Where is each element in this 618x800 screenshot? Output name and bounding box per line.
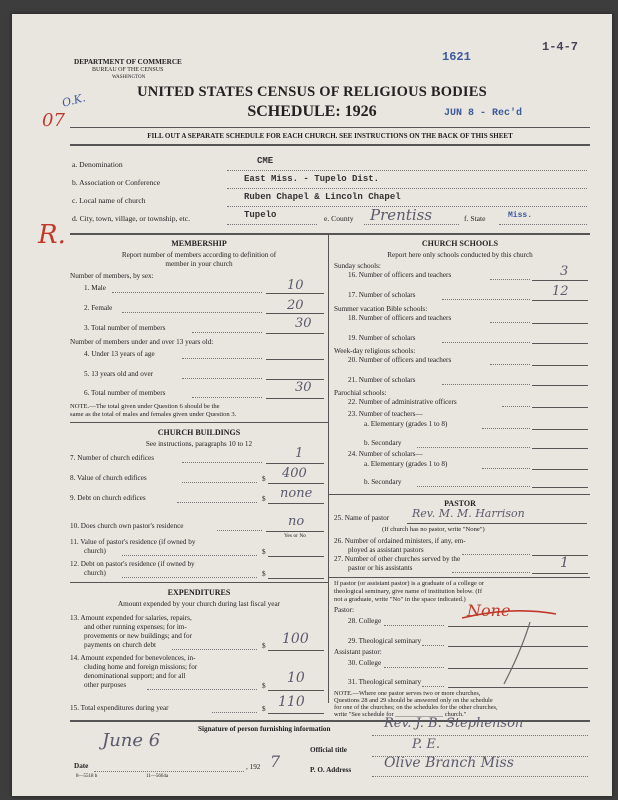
fill-line bbox=[499, 224, 587, 225]
answer-line bbox=[532, 343, 588, 344]
answer-line bbox=[266, 333, 324, 334]
q14-label-2: cluding home and foreign missions; for bbox=[84, 663, 198, 671]
divider bbox=[328, 494, 590, 495]
q25-value: Rev. M. M. Harrison bbox=[412, 507, 525, 520]
answer-line bbox=[532, 385, 588, 386]
q24-elementary-label: a. Elementary (grades 1 to 8) bbox=[364, 460, 448, 468]
answer-line bbox=[268, 578, 324, 579]
leader-dots bbox=[384, 625, 444, 626]
q11-label-2: church) bbox=[84, 547, 106, 555]
q23-elementary-label: a. Elementary (grades 1 to 8) bbox=[364, 420, 448, 428]
leader-dots bbox=[452, 572, 530, 573]
q25-note: (If church has no pastor, write "None") bbox=[382, 526, 485, 533]
q26-label-2: ployed as assistant pastors bbox=[348, 546, 424, 554]
leader-dots bbox=[147, 689, 257, 690]
local-name-label: c. Local name of church bbox=[72, 196, 146, 205]
divider bbox=[328, 577, 590, 578]
state-label: f. State bbox=[464, 214, 486, 223]
leader-dots bbox=[490, 322, 530, 323]
leader-dots bbox=[212, 712, 257, 713]
divider bbox=[70, 233, 590, 235]
city-label: WASHINGTON bbox=[112, 75, 146, 80]
answer-line bbox=[268, 713, 324, 714]
leader-dots bbox=[112, 292, 262, 293]
pastor-note-4: write "See schedule for _______________ church." bbox=[334, 711, 467, 718]
leader-dots bbox=[122, 555, 257, 556]
parochial-schools-label: Parochial schools: bbox=[334, 389, 387, 397]
answer-line bbox=[532, 573, 588, 574]
county-label: e. County bbox=[324, 214, 354, 223]
leader-dots bbox=[182, 358, 262, 359]
pastor-note-1: NOTE.—Where one pastor serves two or more churches, bbox=[334, 690, 481, 697]
answer-line bbox=[532, 487, 588, 488]
association-value: East Miss. - Tupelo Dist. bbox=[244, 174, 380, 184]
date-label: Date bbox=[74, 762, 89, 770]
corner-code: 1-4-7 bbox=[542, 40, 579, 54]
divider bbox=[70, 422, 328, 423]
form-title: UNITED STATES CENSUS OF RELIGIOUS BODIES bbox=[137, 84, 487, 100]
r-mark: R. bbox=[38, 220, 66, 250]
leader-dots bbox=[384, 667, 444, 668]
q17-label: 17. Number of scholars bbox=[348, 291, 416, 299]
q7-label: 7. Number of church edifices bbox=[70, 454, 155, 462]
denomination-label: a. Denomination bbox=[72, 160, 123, 169]
dollar-sign: $ bbox=[262, 495, 266, 503]
code-mark-07: 07 bbox=[42, 110, 65, 131]
ok-mark: O.K. bbox=[60, 91, 87, 110]
buildings-sub: See instructions, paragraphs 10 to 12 bbox=[145, 440, 253, 448]
q26-label-1: 26. Number of ordained ministers, if any, em- bbox=[334, 537, 466, 545]
local-name-value: Ruben Chapel & Lincoln Chapel bbox=[244, 192, 401, 202]
membership-note-2: same as the total of males and females given under Question 3. bbox=[70, 411, 237, 418]
date-line bbox=[94, 771, 244, 772]
leader-dots bbox=[177, 502, 257, 503]
q10-value: no bbox=[288, 514, 305, 529]
department-label: DEPARTMENT OF COMMERCE bbox=[74, 58, 182, 66]
answer-line bbox=[266, 531, 324, 532]
q14-label-3: denominational support; and for all bbox=[84, 672, 186, 680]
official-title-label: Official title bbox=[310, 746, 347, 754]
leader-dots bbox=[122, 312, 262, 313]
cancel-stroke bbox=[452, 604, 562, 694]
pastor-note-3: for one of the churches; on the schedules for the other churches, bbox=[334, 704, 498, 711]
pastor-heading: PASTOR bbox=[444, 499, 476, 508]
answer-line bbox=[268, 503, 324, 504]
q24-label: 24. Number of scholars— bbox=[348, 450, 423, 458]
answer-line bbox=[268, 690, 324, 691]
dollar-sign: $ bbox=[262, 570, 266, 578]
form-number-2: 11—5664a bbox=[146, 774, 169, 779]
pastor-education-label: Pastor: bbox=[334, 606, 354, 614]
age-heading: Number of members under and over 13 years old: bbox=[70, 338, 214, 346]
q20-label: 20. Number of officers and teachers bbox=[348, 356, 452, 364]
buildings-heading: CHURCH BUILDINGS bbox=[157, 428, 241, 437]
q31-label: 31. Theological seminary bbox=[348, 678, 422, 686]
answer-line bbox=[532, 407, 588, 408]
answer-line bbox=[407, 523, 587, 524]
association-label: b. Association or Conference bbox=[72, 178, 161, 187]
q1-label: 1. Male bbox=[84, 284, 106, 292]
q2-label: 2. Female bbox=[84, 304, 113, 312]
q12-label-2: church) bbox=[84, 569, 106, 577]
leader-dots bbox=[442, 299, 530, 300]
bureau-label: BUREAU OF THE CENSUS bbox=[92, 67, 164, 73]
expenditures-heading: EXPENDITURES bbox=[167, 588, 231, 597]
official-title-value: P. E. bbox=[412, 737, 440, 752]
leader-dots bbox=[192, 397, 262, 398]
q13-label-3: provements or new buildings; and for bbox=[84, 632, 192, 640]
leader-dots bbox=[490, 364, 530, 365]
summer-schools-label: Summer vacation Bible schools: bbox=[334, 305, 428, 313]
weekday-schools-label: Week-day religious schools: bbox=[334, 347, 416, 355]
q25-label: 25. Name of pastor bbox=[334, 514, 390, 522]
answer-line bbox=[532, 300, 588, 301]
dollar-sign: $ bbox=[262, 705, 266, 713]
q4-label: 4. Under 13 years of age bbox=[84, 350, 155, 358]
signature-line bbox=[372, 735, 588, 736]
q2-value: 20 bbox=[287, 298, 304, 313]
answer-line bbox=[268, 483, 324, 484]
q9-label: 9. Debt on church edifices bbox=[70, 494, 146, 502]
answer-line bbox=[532, 448, 588, 449]
leader-dots bbox=[182, 482, 257, 483]
answer-line bbox=[532, 323, 588, 324]
q29-label: 29. Theological seminary bbox=[348, 637, 422, 645]
q19-label: 19. Number of scholars bbox=[348, 334, 416, 342]
q14-label-4: other purposes bbox=[84, 681, 127, 689]
county-value: Prentiss bbox=[370, 206, 433, 224]
leader-dots bbox=[122, 577, 257, 578]
leader-dots bbox=[182, 462, 262, 463]
q15-value: 110 bbox=[278, 694, 305, 710]
q9-value: none bbox=[280, 486, 313, 501]
q16-label: 16. Number of officers and teachers bbox=[348, 271, 452, 279]
year-label: , 192 bbox=[246, 763, 261, 771]
date-value: June 6 bbox=[102, 730, 161, 751]
divider bbox=[70, 127, 590, 128]
answer-line bbox=[266, 463, 324, 464]
answer-line bbox=[532, 429, 588, 430]
yes-no-hint: Yes or No bbox=[284, 533, 307, 539]
membership-intro-2: member in your church bbox=[165, 260, 233, 268]
q13-label-2: and other running expenses; for im- bbox=[84, 623, 187, 631]
divider bbox=[70, 144, 590, 146]
q13-label-1: 13. Amount expended for salaries, repairs, bbox=[70, 614, 192, 622]
leader-dots bbox=[417, 447, 530, 448]
q6-value: 30 bbox=[295, 380, 312, 395]
answer-line bbox=[532, 280, 588, 281]
stamp-number: 1621 bbox=[442, 50, 471, 64]
q17-value: 12 bbox=[552, 284, 569, 299]
leader-dots bbox=[422, 686, 444, 687]
leader-dots bbox=[182, 378, 262, 379]
signature-label: Signature of person furnishing information bbox=[198, 725, 331, 733]
dollar-sign: $ bbox=[262, 548, 266, 556]
divider bbox=[70, 582, 328, 583]
q5-label: 5. 13 years old and over bbox=[84, 370, 154, 378]
fill-line bbox=[364, 224, 459, 225]
city-label: d. City, town, village, or township, etc. bbox=[72, 214, 191, 223]
signature-value: Rev. J. B. Stephenson bbox=[384, 716, 524, 731]
q15-label: 15. Total expenditures during year bbox=[70, 704, 169, 712]
answer-line bbox=[266, 293, 324, 294]
leader-dots bbox=[482, 428, 530, 429]
fill-line bbox=[227, 188, 587, 189]
column-divider bbox=[328, 233, 329, 703]
city-value: Tupelo bbox=[244, 210, 277, 220]
q12-label-1: 12. Debt on pastor's residence (if owned by bbox=[70, 560, 195, 568]
leader-dots bbox=[442, 342, 530, 343]
q13-label-4: payments on church debt bbox=[84, 641, 157, 649]
by-sex-label: Number of members, by sex: bbox=[70, 272, 154, 280]
q28-label: 28. College bbox=[348, 617, 382, 625]
q27-label-2: pastor or his assistants bbox=[348, 564, 413, 572]
graduate-note-3: not a graduate, write "No" in the space indicated.) bbox=[334, 596, 466, 603]
leader-dots bbox=[422, 645, 444, 646]
answer-line bbox=[266, 359, 324, 360]
q6-label: 6. Total number of members bbox=[84, 389, 166, 397]
q24-secondary-label: b. Secondary bbox=[364, 478, 402, 486]
denomination-value: CME bbox=[257, 156, 274, 166]
q22-label: 22. Number of administrative officers bbox=[348, 398, 457, 406]
answer-line bbox=[532, 365, 588, 366]
q23-label: 23. Number of teachers— bbox=[348, 410, 423, 418]
state-value: Miss. bbox=[508, 211, 533, 220]
dollar-sign: $ bbox=[262, 642, 266, 650]
membership-note-1: NOTE.—The total given under Question 6 should be the bbox=[70, 403, 220, 410]
leader-dots bbox=[417, 486, 530, 487]
schools-heading: CHURCH SCHOOLS bbox=[421, 239, 499, 248]
q13-value: 100 bbox=[282, 631, 309, 647]
leader-dots bbox=[490, 279, 530, 280]
address-line bbox=[372, 776, 588, 777]
fill-line bbox=[227, 170, 587, 171]
q14-value: 10 bbox=[287, 670, 305, 686]
graduate-note-1: If pastor (or assistant pastor) is a graduate of a college or bbox=[334, 580, 484, 587]
q3-label: 3. Total number of members bbox=[84, 324, 166, 332]
po-address-label: P. O. Address bbox=[310, 766, 352, 774]
q8-label: 8. Value of church edifices bbox=[70, 474, 147, 482]
q23-secondary-label: b. Secondary bbox=[364, 439, 402, 447]
q27-label-1: 27. Number of other churches served by the bbox=[334, 555, 461, 563]
received-stamp: JUN 8 - Rec'd bbox=[444, 108, 523, 119]
q11-label-1: 11. Value of pastor's residence (if owned by bbox=[70, 538, 196, 546]
pastor-note-2: Questions 28 and 29 should be answered only on the schedule bbox=[334, 697, 493, 704]
fill-line bbox=[227, 224, 317, 225]
q18-label: 18. Number of officers and teachers bbox=[348, 314, 452, 322]
census-schedule-page bbox=[12, 14, 612, 796]
schedule-title: SCHEDULE: 1926 bbox=[247, 103, 377, 120]
q28-value: None bbox=[467, 601, 511, 620]
q8-value: 400 bbox=[282, 466, 307, 481]
q14-label-1: 14. Amount expended for benevolences, in- bbox=[70, 654, 196, 662]
answer-line bbox=[532, 469, 588, 470]
assistant-pastor-label: Assistant pastor: bbox=[334, 648, 382, 656]
leader-dots bbox=[192, 332, 262, 333]
graduate-note-2: theological seminary, give name of institution below. (If bbox=[334, 588, 483, 595]
dollar-sign: $ bbox=[262, 475, 266, 483]
answer-line bbox=[266, 398, 324, 399]
answer-line bbox=[268, 556, 324, 557]
leader-dots bbox=[217, 530, 262, 531]
answer-line bbox=[268, 650, 324, 651]
po-address-value: Olive Branch Miss bbox=[384, 755, 514, 771]
q3-value: 30 bbox=[295, 316, 312, 331]
dollar-sign: $ bbox=[262, 682, 266, 690]
q7-value: 1 bbox=[295, 446, 304, 461]
q27-value: 1 bbox=[560, 555, 569, 571]
leader-dots bbox=[462, 554, 530, 555]
schools-sub: Report here only schools conducted by this church bbox=[387, 251, 533, 259]
membership-intro-1: Report number of members according to definition of bbox=[121, 251, 277, 259]
leader-dots bbox=[172, 649, 257, 650]
q10-label: 10. Does church own pastor's residence bbox=[70, 522, 184, 530]
instruction-line: FILL OUT A SEPARATE SCHEDULE FOR EACH CHURCH. SEE INSTRUCTIONS ON THE BACK OF THIS SHEET bbox=[147, 132, 513, 140]
leader-dots bbox=[502, 406, 530, 407]
form-number-1: 8—5518 b bbox=[76, 774, 98, 779]
answer-line bbox=[266, 313, 324, 314]
sunday-schools-label: Sunday schools: bbox=[334, 262, 381, 270]
q21-label: 21. Number of scholars bbox=[348, 376, 416, 384]
year-value: 7 bbox=[270, 752, 281, 771]
leader-dots bbox=[442, 384, 530, 385]
membership-heading: MEMBERSHIP bbox=[171, 239, 227, 248]
q16-value: 3 bbox=[560, 264, 569, 279]
q30-label: 30. College bbox=[348, 659, 382, 667]
expenditures-sub: Amount expended by your church during last fiscal year bbox=[117, 600, 281, 608]
leader-dots bbox=[482, 468, 530, 469]
q1-value: 10 bbox=[287, 278, 304, 293]
